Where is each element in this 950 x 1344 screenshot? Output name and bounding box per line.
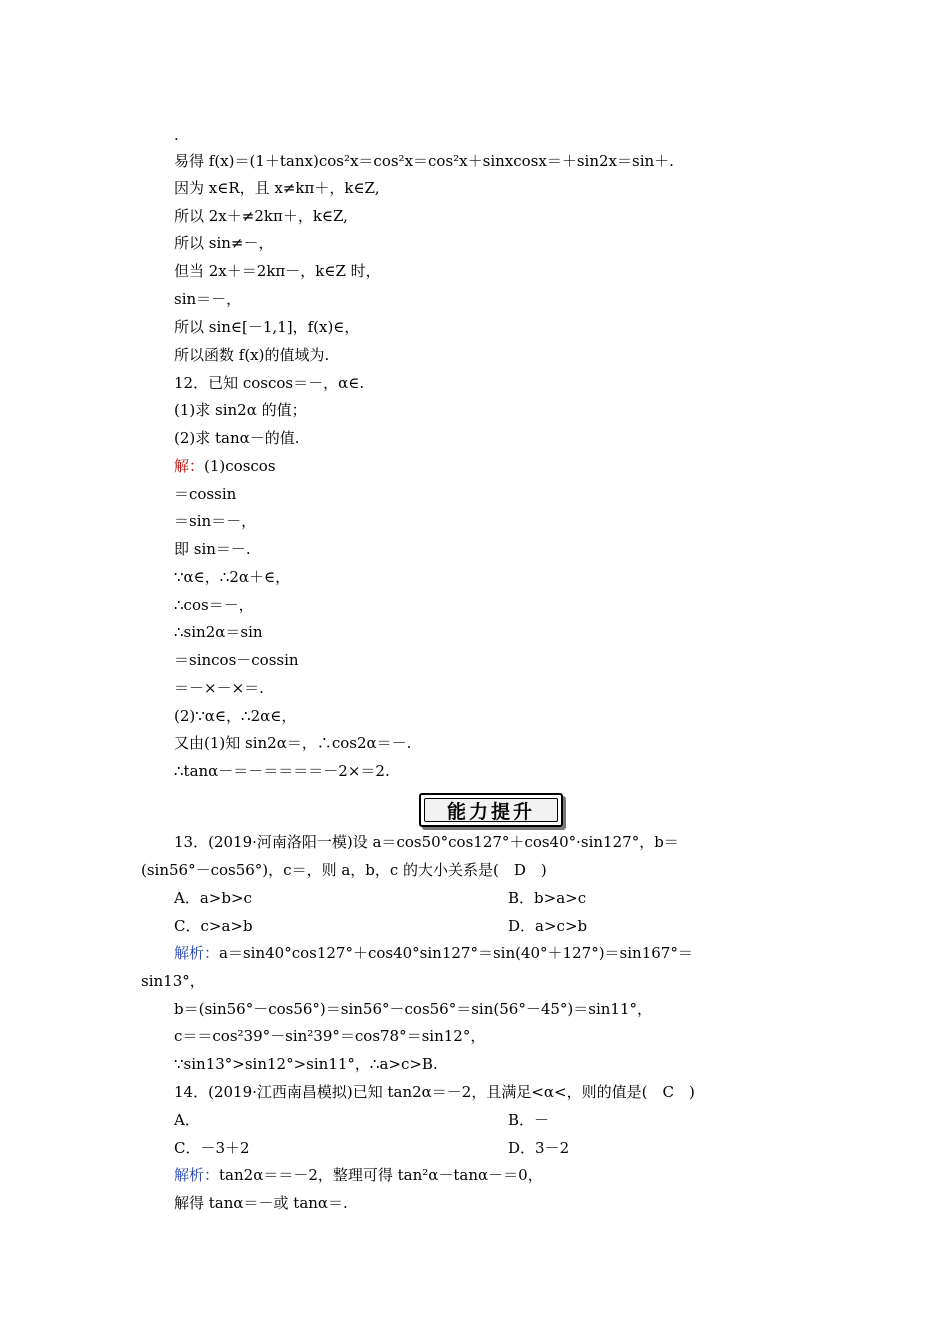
solution-14-first-line: 解析：tan2α＝＝－2，整理可得 tan²α－tanα－＝0，	[174, 1166, 543, 1184]
question-12-part-2: (2)求 tanα－的值.	[174, 429, 300, 447]
option-b: B．b>a>c	[508, 889, 587, 907]
solution-line: ∵α∈，∴2α＋∈，	[174, 568, 291, 586]
solution-line: (2)∵α∈，∴2α∈，	[174, 707, 297, 725]
option-d: D．a>c>b	[508, 917, 588, 935]
solution-line: ∴cos＝－，	[174, 596, 254, 614]
solution-line: b＝(sin56°－cos56°)＝sin56°－cos56°＝sin(56°－45°)＝sin11°，	[174, 1000, 653, 1018]
question-13-stem-line-1: 13．(2019·河南洛阳一模)设 a＝cos50°cos127°＋cos40°·sin127°，b＝	[174, 833, 679, 851]
section-banner-inner	[424, 798, 558, 822]
solution-line: 又由(1)知 sin2α＝，∴cos2α＝－.	[174, 734, 412, 752]
option-c: C．c>a>b	[174, 917, 253, 935]
section-banner	[419, 793, 563, 827]
solution-13-first-line: 解析：a＝sin40°cos127°＋cos40°sin127°＝sin(40°＋127°)＝sin167°＝	[174, 944, 693, 962]
solution-line: ∵sin13°>sin12°>sin11°，∴a>c>B.	[174, 1055, 438, 1073]
solution-line: 解得 tanα＝－或 tanα＝.	[174, 1194, 348, 1212]
question-13-stem-line-2: (sin56°－cos56°)，c＝，则 a，b，c 的大小关系是( D )	[141, 861, 547, 879]
question-12-stem: 12．已知 coscos＝－，α∈.	[174, 374, 365, 392]
solution-line: ＝sin＝－，	[174, 512, 257, 530]
solution-line: ＝－×－×＝.	[174, 679, 264, 697]
text-line: 所以 2x＋≠2kπ＋，k∈Z,	[174, 207, 348, 225]
solution-line: ∴tanα－＝－＝＝＝＝－2×＝2.	[174, 762, 390, 780]
option-a: A．a>b>c	[174, 889, 252, 907]
question-14-stem: 14．(2019·江西南昌模拟)已知 tan2α＝－2，且满足<α<，则的值是( C )	[174, 1083, 695, 1101]
question-12-part-1: (1)求 sin2α 的值；	[174, 401, 307, 419]
text-line: 所以 sin≠－，	[174, 234, 274, 252]
solution-line: ＝cossin	[174, 485, 237, 503]
solution-line: c＝＝cos²39°－sin²39°＝cos78°＝sin12°，	[174, 1027, 486, 1045]
solution-line: ∴sin2α＝sin	[174, 623, 263, 641]
solution-line: sin13°，	[141, 972, 205, 990]
solution-12-first-line: 解：(1)coscos	[174, 457, 276, 475]
option-a: A．	[174, 1111, 200, 1129]
solution-line: ＝sincos－cossin	[174, 651, 299, 669]
text-line: 易得 f(x)＝(1＋tanx)cos²x＝cos²x＝cos²x＋sinxcosx＝＋sin2x＝sin＋.	[174, 152, 674, 170]
analysis-label: 解析：	[174, 1166, 220, 1184]
text-line: 但当 2x＋＝2kπ－，k∈Z 时，	[174, 262, 381, 280]
text-line: sin＝－，	[174, 290, 242, 308]
option-b: B．－	[508, 1111, 550, 1129]
text-line: 所以 sin∈[－1,1]，f(x)∈，	[174, 318, 360, 336]
option-c: C．－3＋2	[174, 1139, 250, 1157]
solution-line: 即 sin＝－.	[174, 540, 251, 558]
text-line: .	[174, 126, 179, 144]
text-line: 所以函数 f(x)的值域为.	[174, 346, 330, 364]
solution-label: 解：	[174, 457, 205, 475]
text-line: 因为 x∈R，且 x≠kπ＋，k∈Z,	[174, 179, 380, 197]
analysis-label: 解析：	[174, 944, 220, 962]
option-d: D．3－2	[508, 1139, 570, 1157]
section-title: 能力提升	[446, 800, 535, 823]
